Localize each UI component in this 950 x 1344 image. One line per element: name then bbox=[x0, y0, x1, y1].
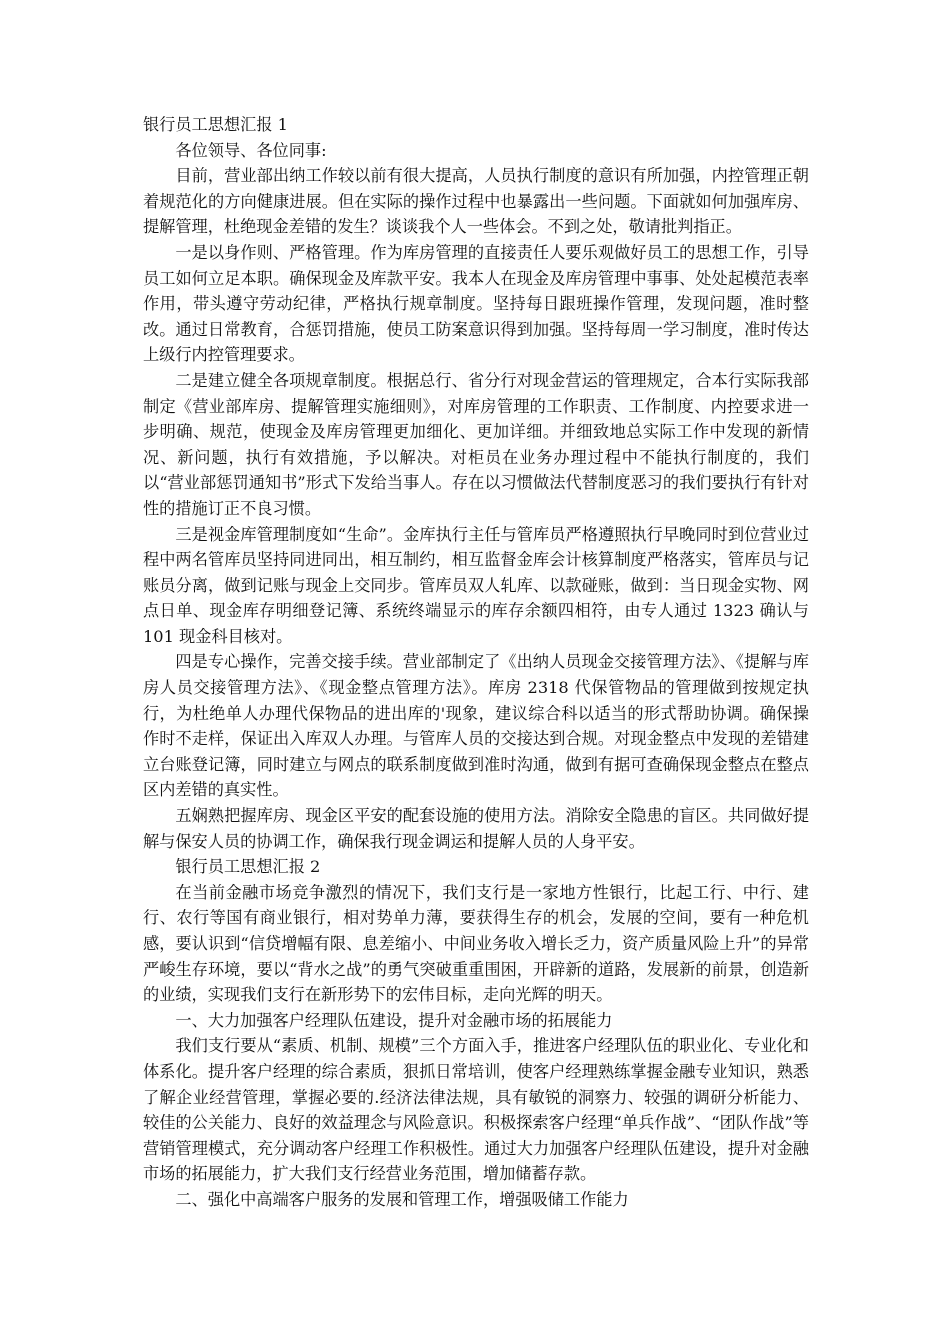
document-body bbox=[143, 112, 809, 1213]
section-heading-2: 二、强化中高端客户服务的发展和管理工作，增强吸储工作能力 bbox=[175, 1189, 629, 1209]
report-title-2: 银行员工思想汇报 2 bbox=[175, 857, 321, 877]
paragraph-2-intro: 在当前金融市场竞争激烈的情况下，我们支行是一家地方性银行，比起工行、中行、建行、农行等国有商业银行，相对势单力薄，要获得生存的机会，发展的空间，要有一种危机感，要认识到“信贷增幅有限、息差缩小、中间业务收入增长乏力，资产质量风险上升”的异常严峻生存环境，要以“背水之战”的勇气突破重重围困，开辟新的道路，发展新的前景，创造新的业绩，实现我们支行在新形势下的宏伟目标，走向光辉的明天。 bbox=[143, 882, 809, 1005]
paragraph-2-section-1: 我们支行要从“素质、机制、规模”三个方面入手，推进客户经理队伍的职业化、专业化和体系化。提升客户经理的综合素质，狠抓日常培训，使客户经理熟练掌握金融专业知识，熟悉了解企业经营管理，掌握必要的.经济法律法规，具有敏锐的洞察力、较强的调研分析能力、较佳的公关能力、良好的效益理念与风险意识。积极探索客户经理“单兵作战”、“团队作战”等营销管理模式，充分调动客户经理工作积极性。通过大力加强客户经理队伍建设，提升对金融市场的拓展能力，扩大我们支行经营业务范围，增加储蓄存款。 bbox=[143, 1036, 809, 1184]
report-title-1: 银行员工思想汇报 1 bbox=[143, 115, 288, 134]
paragraph-point-1: 一是以身作则、严格管理。作为库房管理的直接责任人要乐观做好员工的思想工作，引导员工如何立足本职。确保现金及库款平安。我本人在现金及库房管理中事事、处处起模范表率作用，带头遵守劳动纪律，严格执行规章制度。坚持每日跟班操作管理，发现问题，准时整改。通过日常教育，合惩罚措施，使员工防案意识得到加强。坚持每周一学习制度，准时传达上级行内控管理要求。 bbox=[143, 242, 809, 365]
paragraph-point-3: 三是视金库管理制度如“生命”。金库执行主任与管库员严格遵照执行早晚同时到位营业过程中两名管库员坚持同进同出，相互制约，相互监督金库会计核算制度严格落实，管库员与记账员分离，做到记账与现金上交同步。管库员双人轧库、以款碰账，做到：当日现金实物、网点日单、现金库存明细登记簿、系统终端显示的库存余额四相符，由专人通过 1323 确认与 101 现金科目核对。 bbox=[143, 524, 809, 646]
section-heading-1: 一、大力加强客户经理队伍建设，提升对金融市场的拓展能力 bbox=[175, 1010, 613, 1030]
paragraph-intro: 目前，营业部出纳工作较以前有很大提高，人员执行制度的意识有所加强，内控管理正朝着规范化的方向健康进展。但在实际的操作过程中也暴露出一些问题。下面就如何加强库房、提解管理，杜绝现金差错的发生？谈谈我个人一些体会。不到之处，敬请批判指正。 bbox=[143, 166, 809, 237]
paragraph-point-2: 二是建立健全各项规章制度。根据总行、省分行对现金营运的管理规定，合本行实际我部制定《营业部库房、提解管理实施细则》，对库房管理的工作职责、工作制度、内控要求进一步明确、规范，使现金及库房管理更加细化、更加详细。并细致地总实际工作中发现的新情况、新问题，执行有效措施，予以解决。对柜员在业务办理过程中不能执行制度的，我们以“营业部惩罚通知书”形式下发给当事人。存在以习惯做法代替制度恶习的我们要执行有针对性的措施订正不良习惯。 bbox=[143, 370, 809, 518]
paragraph-point-5: 五娴熟把握库房、现金区平安的配套设施的使用方法。消除安全隐患的盲区。共同做好提解与保安人员的协调工作，确保我行现金调运和提解人员的人身平安。 bbox=[143, 806, 809, 851]
salutation: 各位领导、各位同事: bbox=[175, 140, 327, 160]
paragraph-point-4: 四是专心操作，完善交接手续。营业部制定了《出纳人员现金交接管理方法》、《提解与库房人员交接管理方法》、《现金整点管理方法》。库房 2318 代保管物品的管理做到按规定执行，为杜绝单人办理代保物品的进出库的'现象，建议综合科以适当的形式帮助协调。确保操作时不走样，保证出入库双人办理。与管库人员的交接达到合规。对现金整点中发现的差错建立台账登记簿，同时建立与网点的联系制度做到准时沟通，做到有据可查确保现金整点在整点区内差错的真实性。 bbox=[143, 652, 809, 800]
